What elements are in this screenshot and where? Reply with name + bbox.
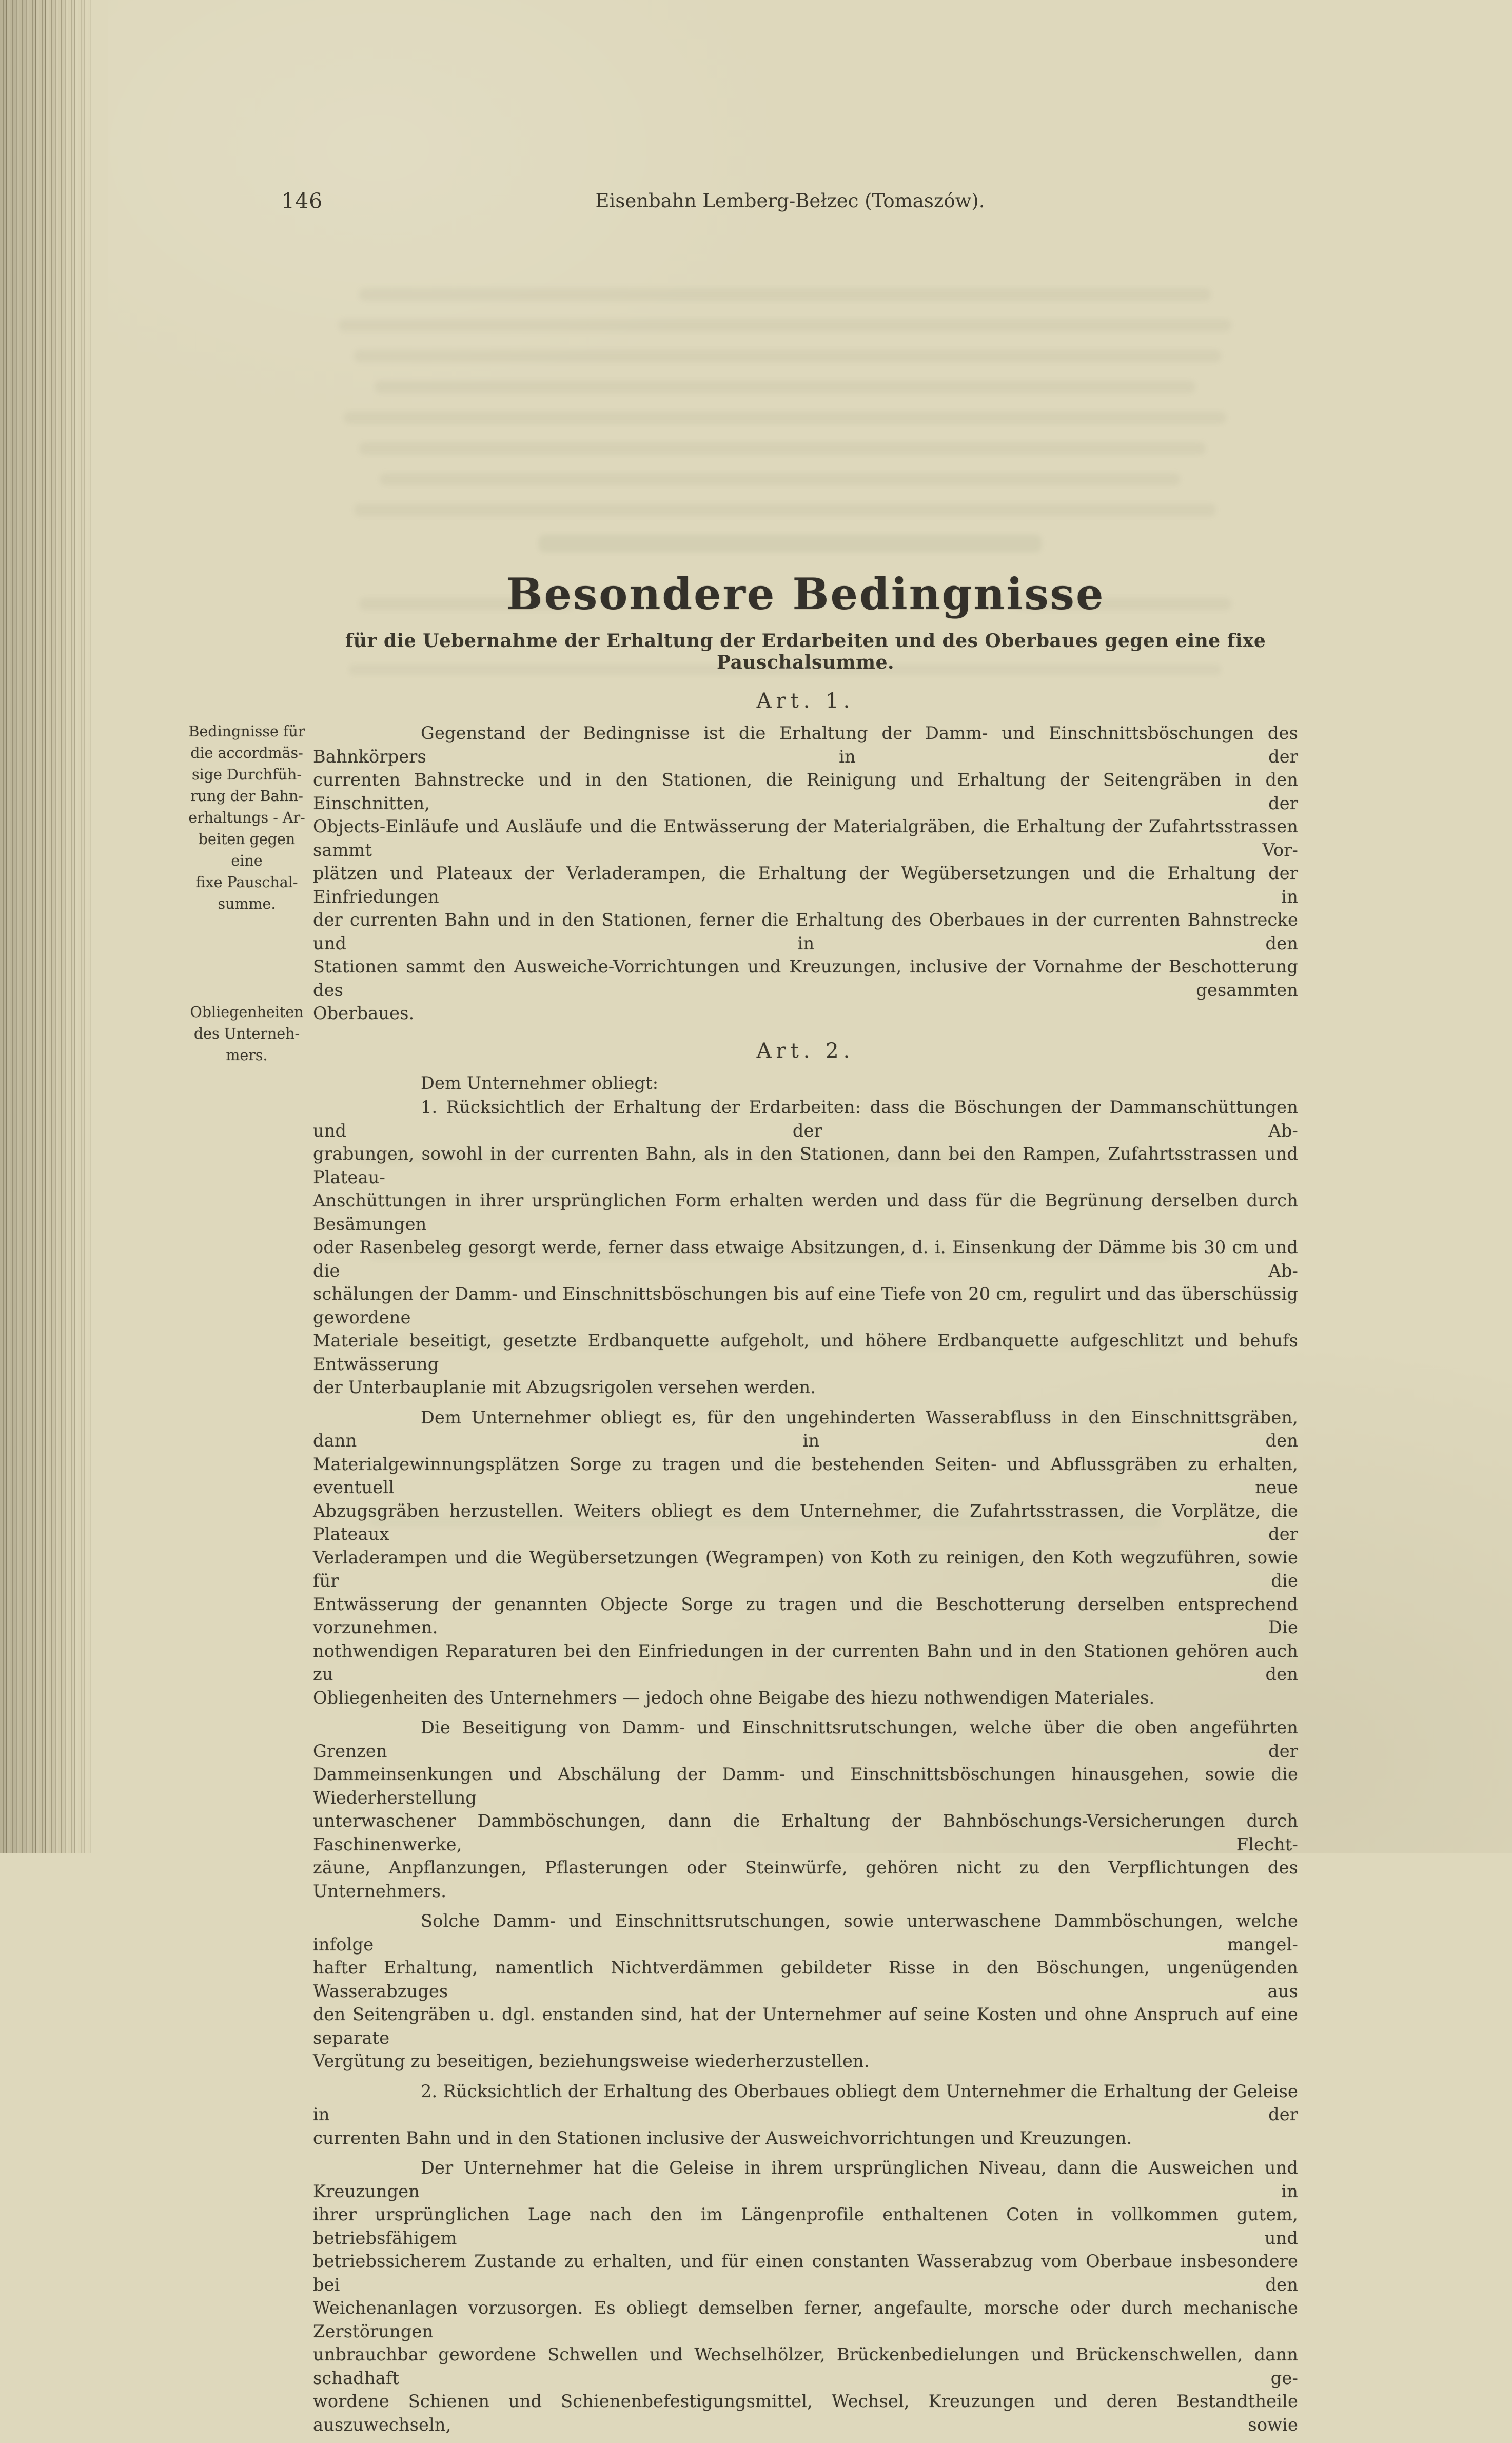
- text-line: hafter Erhaltung, namentlich Nichtverdämmen gebildeter Risse in den Böschungen, ungenügenden Wasserabzuges aus: [313, 1958, 1298, 2001]
- document-subtitle: für die Uebernahme der Erhaltung der Erdarbeiten und des Oberbaues gegen eine fixe Pauschalsumme.: [345, 630, 1266, 673]
- text-line: Die Beseitigung von Damm- und Einschnittsrutschungen, welche über die oben angeführten Grenzen der: [313, 1717, 1298, 1761]
- text-line: beiten gegen eine: [198, 831, 296, 869]
- text-line: sige Durchfüh-: [192, 766, 302, 783]
- bleed-through-artifact: [359, 288, 1211, 301]
- margin-note-article-1: [181, 721, 313, 915]
- article-2-paragraph-6: [313, 2156, 1298, 2436]
- text-line: ihrer ursprünglichen Lage nach den im Längenprofile enthaltenen Coten in vollkommen gutem, betriebsfähigem und: [313, 2204, 1298, 2248]
- main-text-column: [313, 689, 1298, 2443]
- text-line: Solche Damm- und Einschnittsrutschungen, sowie unterwaschene Dammböschungen, welche infolge mangel-: [313, 1911, 1298, 1955]
- article-2-paragraph-2: [313, 1406, 1298, 1710]
- text-line: Materiale beseitigt, gesetzte Erdbanquette aufgeholt, und höhere Erdbanquette aufgeschlitzt und behufs Entwässerung: [313, 1331, 1298, 1374]
- text-line: oder Rasenbeleg gesorgt werde, ferner dass etwaige Absitzungen, d. i. Einsenkung der Dämme bis 30 cm und die Ab-: [313, 1237, 1298, 1281]
- bleed-through-artifact: [344, 412, 1226, 424]
- article-1-paragraph-1: [313, 721, 1298, 1025]
- text-line: die accordmäs-: [190, 745, 303, 761]
- bleed-through-artifact: [375, 381, 1195, 393]
- text-line: des Unterneh-: [193, 1025, 300, 1042]
- text-line: erhaltungs - Ar-: [188, 809, 305, 826]
- article-2-heading: Art. 2.: [756, 1039, 855, 1063]
- text-line: unbrauchbar gewordene Schwellen und Wechselhölzer, Brückenbedielungen und Brückenschwellen, dann schadhaft ge-: [313, 2344, 1298, 2388]
- text-line: currenten Bahnstrecke und in den Stationen, die Reinigung und Erhaltung der Seitengräben in den Einschnitten, der: [313, 770, 1298, 813]
- text-line: Stationen sammt den Ausweiche-Vorrichtungen und Kreuzungen, inclusive der Vornahme der Beschotterung des gesammten: [313, 956, 1298, 1000]
- text-line: Obliegenheiten: [190, 1004, 304, 1021]
- text-line: Weichenanlagen vorzusorgen. Es obliegt demselben ferner, angefaulte, morsche oder durch mechanische Zerstörungen: [313, 2298, 1298, 2341]
- text-line: unterwaschener Dammböschungen, dann die Erhaltung der Bahnböschungs-Versicherungen durch Faschinenwerke, Flecht-: [313, 1811, 1298, 1854]
- text-line: Obliegenheiten des Unternehmers — jedoch ohne Beigabe des hiezu nothwendigen Materiales.: [313, 1687, 1155, 1708]
- article-2-intro: Dem Unternehmer obliegt:: [421, 1072, 659, 1093]
- text-line: Der Unternehmer hat die Geleise in ihrem ursprünglichen Niveau, dann die Ausweichen und Kreuzungen in: [313, 2158, 1298, 2201]
- article-2-paragraph-4: [313, 1909, 1298, 2073]
- text-line: Dammeinsenkungen und Abschälung der Damm- und Einschnittsböschungen hinausgehen, sowie die Wiederherstellung: [313, 1764, 1298, 1808]
- text-line: den Seitengräben u. dgl. enstanden sind, hat der Unternehmer auf seine Kosten und ohne Anspruch auf eine separate: [313, 2004, 1298, 2048]
- text-line: mers.: [226, 1047, 268, 1064]
- text-line: Materialgewinnungsplätzen Sorge zu tragen und die bestehenden Seiten- und Abflussgräben zu erhalten, eventuell neue: [313, 1454, 1298, 1497]
- text-line: Verladerampen und die Wegübersetzungen (Wegrampen) von Koth zu reinigen, den Koth wegzuführen, sowie für die: [313, 1547, 1298, 1591]
- text-line: plätzen und Plateaux der Verladerampen, die Erhaltung der Wegübersetzungen und die Erhaltung der Einfriedungen in: [313, 863, 1298, 907]
- bleed-through-artifact: [359, 442, 1206, 455]
- running-head: Eisenbahn Lemberg-Bełzec (Tomaszów).: [595, 190, 985, 212]
- bleed-through-artifact: [380, 473, 1180, 485]
- text-line: Entwässerung der genannten Objecte Sorge zu tragen und die Beschotterung derselben entsprechend vorzunehmen. Die: [313, 1594, 1298, 1637]
- article-2-paragraph-1: [313, 1096, 1298, 1399]
- text-line: wordene Schienen und Schienenbefestigungsmittel, Wechsel, Kreuzungen und deren Bestandtheile auszuwechseln, sowie: [313, 2391, 1298, 2435]
- document-title: Besondere Bedingnisse: [506, 569, 1105, 619]
- text-line: summe.: [218, 895, 276, 912]
- article-2-paragraph-3: [313, 1716, 1298, 1903]
- page-number: 146: [281, 189, 323, 213]
- book-page-edges-fade: [62, 0, 108, 1853]
- article-1-heading: Art. 1.: [756, 689, 855, 713]
- text-line: nothwendigen Reparaturen bei den Einfriedungen in der currenten Bahn und in den Stationen gehören auch zu den: [313, 1640, 1298, 1684]
- text-line: Anschüttungen in ihrer ursprünglichen Form erhalten werden und dass für die Begrünung derselben durch Besämungen: [313, 1190, 1298, 1234]
- text-line: Bedingnisse für: [188, 723, 305, 740]
- text-line: Gegenstand der Bedingnisse ist die Erhaltung der Damm- und Einschnittsböschungen des Bahnkörpers in der: [313, 723, 1298, 767]
- text-line: schälungen der Damm- und Einschnittsböschungen bis auf eine Tiefe von 20 cm, regulirt und das überschüssig gewordene: [313, 1284, 1298, 1327]
- text-line: der currenten Bahn und in den Stationen, ferner die Erhaltung des Oberbaues in der currenten Bahnstrecke und in den: [313, 910, 1298, 953]
- text-line: Oberbaues.: [313, 1003, 415, 1023]
- text-line: fixe Pauschal-: [195, 874, 298, 891]
- text-line: grabungen, sowohl in der currenten Bahn, als in den Stationen, dann bei den Rampen, Zufahrtsstrassen und Plateau-: [313, 1144, 1298, 1187]
- text-line: Dem Unternehmer obliegt es, für den ungehinderten Wasserabfluss in den Einschnittsgräben, dann in den: [313, 1407, 1298, 1451]
- text-line: Vergütung zu beseitigen, beziehungsweise wiederherzustellen.: [313, 2051, 870, 2071]
- bleed-through-artifact: [339, 319, 1231, 331]
- bleed-through-artifact: [539, 535, 1042, 552]
- text-line: betriebssicherem Zustande zu erhalten, und für einen constanten Wasserabzug vom Oberbaue insbesondere bei den: [313, 2251, 1298, 2295]
- text-line: rung der Bahn-: [190, 788, 303, 805]
- text-line: Abzugsgräben herzustellen. Weiters obliegt es dem Unternehmer, die Zufahrtsstrassen, die Vorplätze, die Plateaux der: [313, 1500, 1298, 1544]
- text-line: zäune, Anpflanzungen, Pflasterungen oder Steinwürfe, gehören nicht zu den Verpflichtungen des Unternehmers.: [313, 1858, 1298, 1901]
- text-line: der Unterbauplanie mit Abzugsrigolen versehen werden.: [313, 1377, 816, 1397]
- text-line: 1. Rücksichtlich der Erhaltung der Erdarbeiten: dass die Böschungen der Dammanschüttungen und der Ab-: [313, 1097, 1298, 1141]
- text-line: Objects-Einläufe und Ausläufe und die Entwässerung der Materialgräben, die Erhaltung der Zufahrtsstrassen sammt Vor-: [313, 816, 1298, 860]
- bleed-through-artifact: [354, 350, 1221, 362]
- bleed-through-artifact: [354, 504, 1216, 516]
- margin-note-article-2: [181, 1002, 313, 1066]
- text-line: currenten Bahn und in den Stationen inclusive der Ausweichvorrichtungen und Kreuzungen.: [313, 2127, 1132, 2148]
- article-2-paragraph-5: [313, 2080, 1298, 2150]
- text-line: 2. Rücksichtlich der Erhaltung des Oberbaues obliegt dem Unternehmer die Erhaltung der Geleise in der: [313, 2081, 1298, 2124]
